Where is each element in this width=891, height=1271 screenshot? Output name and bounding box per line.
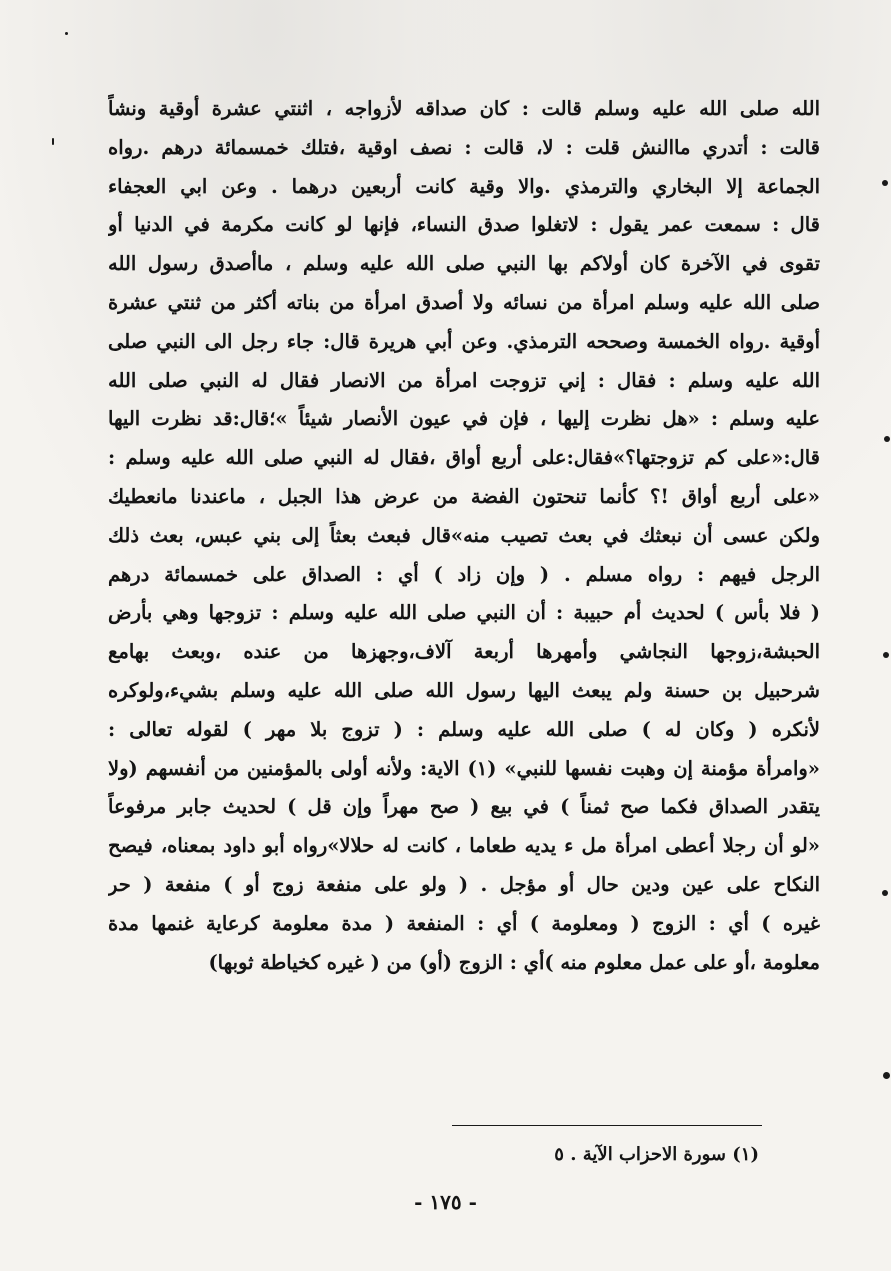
footnote: (١) سورة الاحزاب الآية . ٥ [554,1144,759,1165]
scan-speck [52,138,54,145]
scan-speck [65,32,68,35]
footnote-separator [452,1125,762,1126]
text-line: «لو أن رجلا أعطى امرأة مل ء يديه طعاما ، كانت له حلالا»رواه أبو داود بمعناه، فيصح [108,834,820,858]
scan-speck [883,1072,890,1079]
text-line: «على أربع أواق !؟ كأنما تنحتون الفضة من عرض هذا الجبل ، ماعندنا مانعطيك [108,484,820,508]
text-line: قالت : أتدري ماالنش قلت : لا، قالت : نصف اوقية ،فتلك خمسمائة درهم .رواه [108,135,820,159]
scan-speck [882,890,888,896]
text-line: النكاح على عين ودين حال أو مؤجل . ( ولو على منفعة زوج أو ) منفعة ( حر [108,872,820,896]
text-line: ( فلا بأس ) لحديث أم حبيبة : أن النبي صلى الله عليه وسلم : تزوجها وهي بأرض [108,601,820,625]
text-line: يتقدر الصداق فكما صح ثمناً ) في بيع ( صح مهراً وإن قل ) لحديث جابر مرفوعاً [108,795,820,819]
text-line: الله صلى الله عليه وسلم قالت : كان صداقه لأزواجه ، اثنتي عشرة أوقية ونشاً [108,97,820,120]
text-line: قال:«على كم تزوجتها؟»فقال:على أربع أواق ،فقال له النبي صلى الله عليه وسلم : [108,446,820,470]
text-line: قال : سمعت عمر يقول : لاتغلوا صدق النساء، فإنها لو كانت مكرمة في الدنيا أو [108,213,820,237]
text-line: صلى الله عليه وسلم امرأة من نسائه ولا أصدق امرأة من بناته أكثر من ثنتي عشرة [108,290,820,314]
main-text-block [108,90,820,982]
scan-speck [883,652,889,658]
text-line: الرجل فيهم : رواه مسلم . ( وإن زاد ) أي : الصداق على خمسمائة درهم [108,562,820,586]
scan-speck [882,180,888,186]
page-number: - ١٧٥ - [414,1190,477,1214]
text-line: شرحبيل بن حسنة ولم يبعث اليها رسول الله صلى الله عليه وسلم بشيء،ولوكره [108,678,820,702]
text-line: ولكن عسى أن نبعثك في بعث تصيب منه»قال فبعث بعثاً إلى بني عبس، بعث ذلك [108,523,820,547]
text-line: لأنكره ( وكان له ) صلى الله عليه وسلم : ( تزوج بلا مهر ) لقوله تعالى : [108,717,820,741]
text-line: عليه وسلم : «هل نظرت إليها ، فإن في عيون الأنصار شيئاً »؛قال:قد نظرت اليها [108,407,820,431]
text-line: غيره ) أي : الزوج ( ومعلومة ) أي : المنفعة ( مدة معلومة كرعاية غنمها مدة [108,911,820,935]
text-line: معلومة ،أو على عمل معلوم منه )أي : الزوج (أو) من ( غيره كخياطة ثوبها) [208,950,820,974]
text-line: تقوى في الآخرة كان أولاكم بها النبي صلى الله عليه وسلم ، ماأصدق رسول الله [108,252,820,276]
text-line: الحبشة،زوجها النجاشي وأمهرها أربعة آلاف،وجهزها من عنده ،وبعث بهامع [108,640,820,664]
text-line: الله عليه وسلم : فقال : إني تزوجت امرأة من الانصار فقال له النبي صلى الله [108,368,820,392]
scan-speck [884,436,890,442]
text-line: الجماعة إلا البخاري والترمذي .والا وقية كانت أربعين درهما . وعن ابي العجفاء [108,174,820,198]
text-line: أوقية .رواه الخمسة وصححه الترمذي. وعن أبي هريرة قال: جاء رجل الى النبي صلى [108,329,820,353]
text-line: «وامرأة مؤمنة إن وهبت نفسها للنبي» (١) الاية: ولأنه أولى بالمؤمنين من أنفسهم (ولا [108,756,820,780]
